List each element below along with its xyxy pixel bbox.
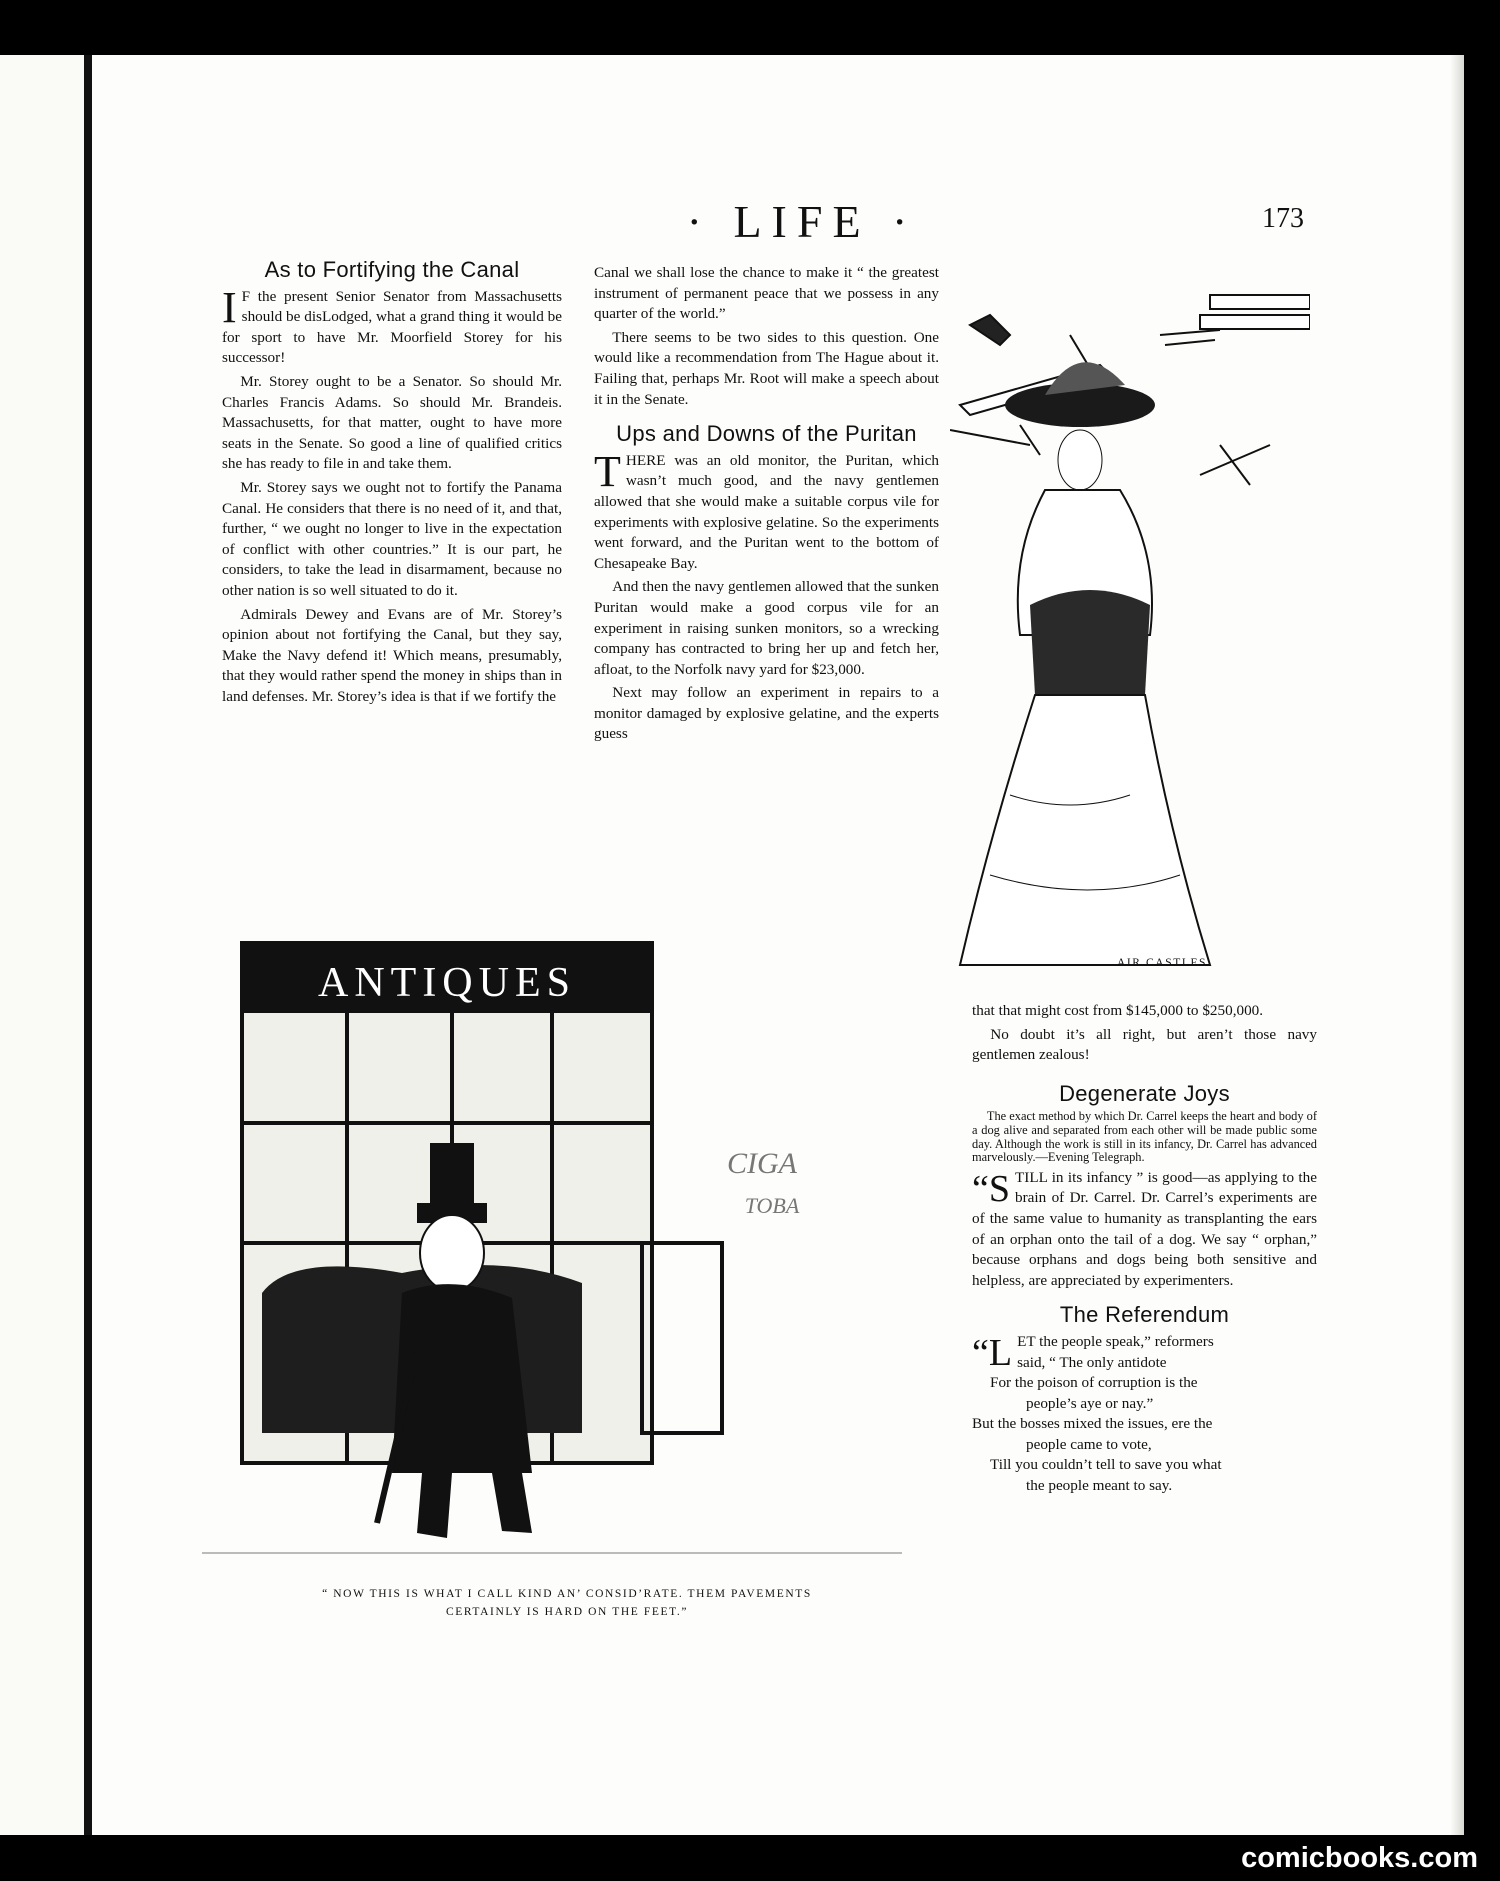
paragraph xyxy=(222,282,562,369)
caption-antiques xyxy=(232,1585,902,1621)
poem-line: For the poison of corruption is the xyxy=(990,1374,1198,1392)
tobacco-sign: TOBA xyxy=(744,1193,800,1218)
paragraph xyxy=(972,1168,1317,1292)
paragraph: Admirals Dewey and Evans are of Mr. Storey’s opinion about not fortifying the Canal, but they say, Make the Navy defend it! Which means, presumably, that they would rather spend the money in ships than in land defenses. Mr. Storey’s idea is that if we fortify the xyxy=(222,605,562,705)
heading-canal: As to Fortifying the Canal xyxy=(264,257,520,282)
column-puritan xyxy=(594,263,939,748)
poem-line: Till you couldn’t tell to save you what xyxy=(990,1456,1222,1474)
facing-page-edge xyxy=(0,55,84,1835)
magazine-page xyxy=(92,55,1464,1835)
page-edge-shadow xyxy=(1450,55,1464,1835)
poem-line: the people meant to say. xyxy=(1026,1477,1173,1495)
poem xyxy=(972,1332,1317,1497)
poem-line: people’s aye or nay.” xyxy=(1026,1394,1154,1412)
binding-gutter xyxy=(84,55,92,1835)
masthead: · LIFE · xyxy=(686,196,918,247)
quoted-clipping: The exact method by which Dr. Carrel keeps the heart and body of a dog alive and separated from each other will be made public some day. Although the work is still in its infancy, Dr. Carrel has advanced marvelously.—Evening Telegraph. xyxy=(972,1109,1317,1165)
paragraph: There seems to be two sides to this question. One would like a recommendation from The Hague about it. Failing that, perhaps Mr. Root will make a speech about it in the Senate. xyxy=(594,328,939,408)
paragraph-text: TILL in its infancy ” is good—as applying to the brain of Dr. Carrel. Dr. Carrel’s experiments are of the same value to humanity as transplanting the ears of an orphan onto the tail of a dog. We say “ orphan,” because orphans and dogs being both sensitive and helpless, are appreciated by experimenters. xyxy=(972,1168,1317,1289)
caption-line: “ NOW THIS IS WHAT I CALL KIND AN’ CONSID’RATE. THEM PAVEMENTS xyxy=(322,1588,812,1600)
drop-cap: I xyxy=(222,282,237,332)
paragraph-text: HERE was an old monitor, the Puritan, which wasn’t much good, and the navy gentlemen allowed that she would make a suitable corpus vile for experiments with explosive gelatine. So the experiments went forward, and the Puritan went to the bottom of Chesapeake Bay. xyxy=(594,451,939,572)
heading-puritan: Ups and Downs of the Puritan xyxy=(616,421,917,447)
watermark: comicbooks.com xyxy=(1241,1842,1478,1874)
heading-degenerate: Degenerate Joys xyxy=(1059,1080,1230,1106)
paragraph-text: F the present Senior Senator from Massachusetts should be disLodged, what a grand thing it would be for sport to have Mr. Moorfield Storey for his successor! xyxy=(222,287,562,367)
paragraph: Mr. Storey says we ought not to fortify the Panama Canal. He considers that there is no need of it, and that, further, “ we ought no longer to live in the expectation of conflict with other countries.” It is our part, he considers, to take the lead in disarmament, because no other nation is so well situated to do it. xyxy=(222,478,562,599)
paragraph xyxy=(594,446,939,575)
caption-line: CERTAINLY IS HARD ON THE FEET.” xyxy=(445,1606,689,1618)
caption-air-castles: AIR CASTLES xyxy=(1116,957,1208,969)
poem-text: ET the people speak,” reformers xyxy=(1017,1332,1214,1350)
paragraph: Mr. Storey ought to be a Senator. So should Mr. Charles Francis Adams. So should Mr. Brandeis. Massachusetts, for that matter, ought to have more seats in the Senate. So good a line of qualified critics she has ready to file in and take them. xyxy=(222,372,562,473)
air-castles-illustration xyxy=(950,275,1310,975)
paragraph: Canal we shall lose the chance to make it “ the greatest instrument of permanent peace that we possess in any quarter of the world.” xyxy=(594,264,939,323)
poem-line: people came to vote, xyxy=(1026,1435,1152,1453)
heading-referendum: The Referendum xyxy=(1059,1302,1230,1328)
poem-line: said, “ The only antidote xyxy=(1017,1353,1167,1371)
drop-cap: “S xyxy=(972,1167,1010,1210)
paragraph: that that might cost from $145,000 to $250,000. xyxy=(972,1002,1264,1019)
paragraph: Next may follow an experiment in repairs to a monitor damaged by explosive gelatine, and the experts guess xyxy=(594,684,939,743)
column-canal xyxy=(222,257,562,710)
paragraph: And then the navy gentlemen allowed that the sunken Puritan would make a good corpus vile for an experiment in raising sunken monitors, so a wrecking company has contracted to bring her up and fetch her, afloat, to the Norfolk navy yard for $23,000. xyxy=(594,578,939,678)
antiques-illustration xyxy=(202,913,902,1583)
column-right xyxy=(972,1001,1317,1497)
cigar-sign: CIGA xyxy=(727,1147,797,1180)
page-number: 173 xyxy=(1262,203,1304,234)
paragraph: No doubt it’s all right, but aren’t those navy gentlemen zealous! xyxy=(972,1025,1317,1064)
drop-cap: T xyxy=(594,446,621,496)
drop-cap: “L xyxy=(972,1331,1013,1374)
antiques-sign: ANTIQUES xyxy=(318,960,576,1006)
poem-line: But the bosses mixed the issues, ere the xyxy=(972,1415,1213,1433)
